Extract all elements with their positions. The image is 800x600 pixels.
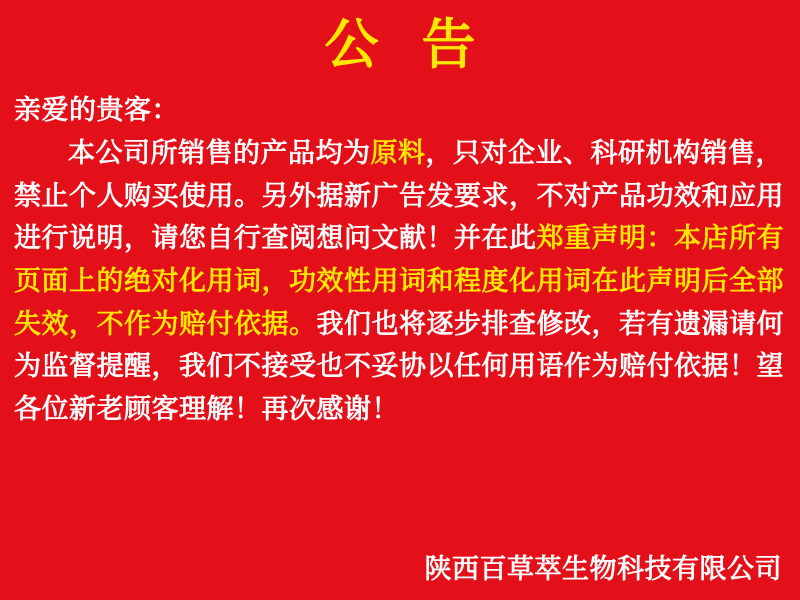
body-segment-2: ，只对企业、科研机构销售，禁止个人购买使用。另外据新广告发要求，不对产品功效和应用进行说明，请您自行查阅想问文献！并在此 [14, 138, 784, 254]
salutation-text: 亲爱的贵客： [14, 95, 179, 126]
highlight-solemn-statement: 郑重声明：本店所有页面上的绝对化用词，功效性用词和程度化用词在此声明后全部失效，不作为赔付依据。 [14, 223, 784, 339]
body-paragraph [14, 132, 784, 431]
body-segment-3: 我们也将逐步排查修改，若有遗漏请何为监督提醒，我们不接受也不妥协以任何用语作为赔付依据！望各位新老顾客理解！再次感谢！ [14, 308, 784, 424]
company-signature: 陕西百草萃生物科技有限公司 [424, 554, 782, 584]
announcement-body [0, 75, 800, 430]
body-segment-1: 本公司所销售的产品均为 [68, 138, 371, 169]
highlight-raw-material: 原料 [370, 138, 426, 169]
page-title: 公 告 [324, 15, 490, 75]
